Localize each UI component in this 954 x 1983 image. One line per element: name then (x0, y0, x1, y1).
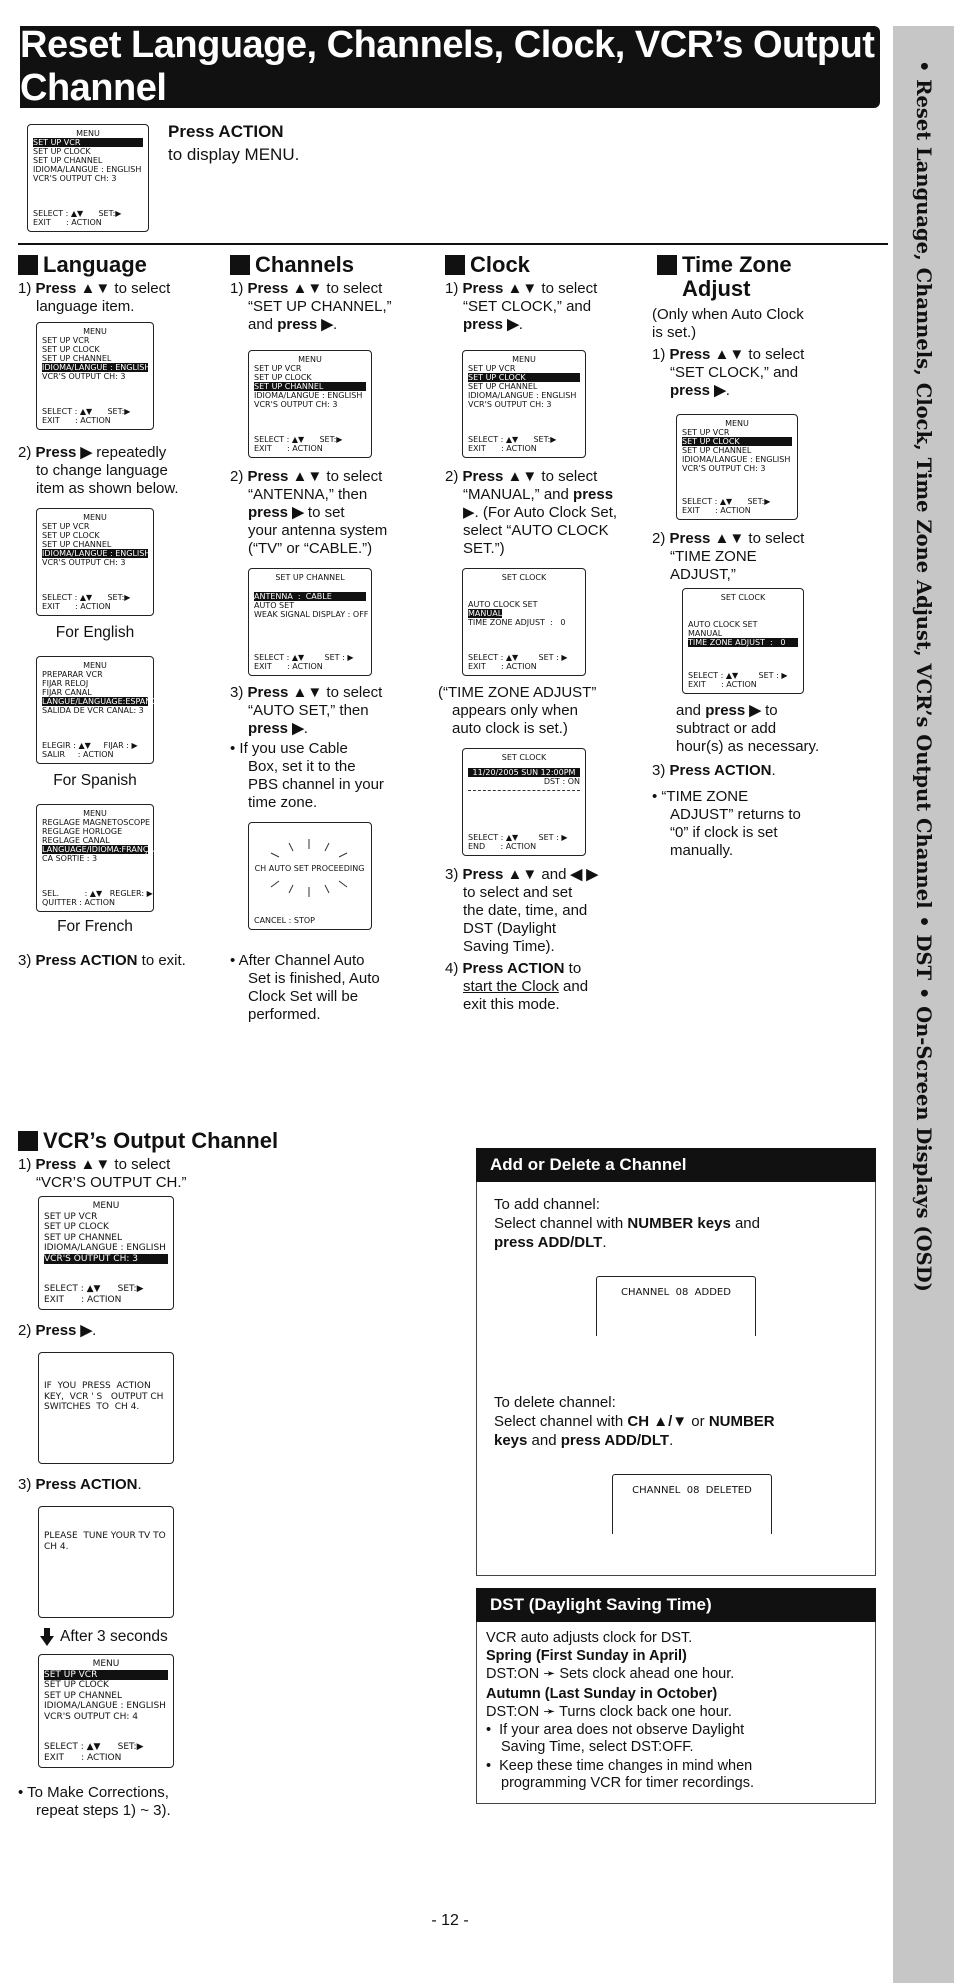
vcr-output-tune-osd: PLEASE TUNE YOUR TV TO CH 4. (38, 1506, 174, 1618)
channels-menu-osd: MENU SET UP VCR SET UP CLOCK SET UP CHANNEL IDIOMA/LANGUE : ENGLISH VCR'S OUTPUT CH: 3 SELECT : ▲▼ SET:▶ EXIT : ACTION (248, 350, 372, 458)
dst-line-3: DST:ON ➛ Sets clock ahead one hour. (486, 1666, 735, 1682)
language-menu-osd-spanish: MENU PREPARAR VCR FIJAR RELOJ FIJAR CANAL LANGUE/LANGUAGE:ESPAÑOL SALIDA DE VCR CANAL: 3 ELEGIR : ▲▼ FIJAR : ▶ SALIR : ACTION (36, 656, 154, 764)
language-menu-osd-1: MENU SET UP VCR SET UP CLOCK SET UP CHANNEL IDIOMA/LANGUE : ENGLISH VCR'S OUTPUT CH: 3 SELECT : ▲▼ SET:▶ EXIT : ACTION (36, 322, 154, 430)
tz-menu-osd: MENU SET UP VCR SET UP CLOCK SET UP CHANNEL IDIOMA/LANGUE : ENGLISH VCR'S OUTPUT CH: 3 SELECT : ▲▼ SET:▶ EXIT : ACTION (676, 414, 798, 520)
clock-step4: 4) Press ACTION to start the Clock and exit this mode. (445, 960, 589, 1013)
add-label: To add channel: (494, 1196, 600, 1213)
tz-step3: 3) Press ACTION. (652, 762, 776, 779)
osd-line: IDIOMA/LANGUE : ENGLISH (33, 165, 142, 174)
osd-line: SET UP VCR (33, 138, 143, 147)
channels-bullet-cable: • If you use Cable Box, set it to the PBS channel in your time zone. (230, 740, 384, 811)
vcr-output-switch-osd: IF YOU PRESS ACTION KEY, VCR ' S OUTPUT CH SWITCHES TO CH 4. (38, 1352, 174, 1464)
clock-note: (“TIME ZONE ADJUST” appears only when auto clock is set.) (438, 684, 597, 737)
dst-line-autumn: Autumn (Last Sunday in October) (486, 1686, 718, 1702)
tz-heading: Time Zone (657, 252, 792, 278)
dst-line-5: DST:ON ➛ Turns clock back one hour. (486, 1704, 732, 1720)
add-instruction: Select channel with NUMBER keys and (494, 1215, 760, 1232)
intro-press: Press ACTION (168, 122, 284, 141)
language-step3: 3) Press ACTION to exit. (18, 952, 186, 969)
channels-bullet-after: • After Channel Auto Set is finished, Auto Clock Set will be performed. (230, 952, 380, 1023)
osd-line: SELECT : ▲▼ SET:▶ (33, 209, 122, 218)
channel-deleted-osd: CHANNEL 08 DELETED (612, 1474, 772, 1534)
vcr-output-bullet: • To Make Corrections, repeat steps 1) ~ 3). (18, 1784, 171, 1819)
caption-spanish: For Spanish (53, 772, 137, 789)
osd-line: SET UP CHANNEL (33, 156, 103, 165)
tz-step2: 2) Press ▲▼ to select “TIME ZONE ADJUST,” (652, 530, 805, 583)
language-menu-osd-english: MENU SET UP VCR SET UP CLOCK SET UP CHANNEL IDIOMA/LANGUE : ENGLISH VCR'S OUTPUT CH: 3 SELECT : ▲▼ SET:▶ EXIT : ACTION (36, 508, 154, 616)
delete-instruction-2: keys and press ADD/DLT. (494, 1432, 674, 1449)
clock-step1: 1) Press ▲▼ to select “SET CLOCK,” and press ▶. (445, 280, 598, 333)
language-heading-text: Language (43, 252, 147, 277)
tz-step1: 1) Press ▲▼ to select “SET CLOCK,” and press ▶. (652, 346, 805, 399)
intro-menu-osd (27, 124, 149, 232)
dst-bullet-1: • If your area does not observe Daylight Saving Time, select DST:OFF. (486, 1722, 745, 1755)
clock-step3: 3) Press ▲▼ and ◀ ▶ to select and set the date, time, and DST (Daylight Saving Time). (445, 866, 598, 955)
dst-line-1: VCR auto adjusts clock for DST. (486, 1630, 693, 1646)
vcr-output-menu-osd: MENU SET UP VCR SET UP CLOCK SET UP CHANNEL IDIOMA/LANGUE : ENGLISH VCR'S OUTPUT CH: 3 SELECT : ▲▼ SET:▶ EXIT : ACTION (38, 1196, 174, 1310)
clock-set-osd: SET CLOCK AUTO CLOCK SET MANUAL TIME ZONE ADJUST : 0 SELECT : ▲▼ SET : ▶ EXIT : ACTION (462, 568, 586, 676)
proceeding-sparkle-icon (249, 823, 370, 928)
language-step2: 2) Press ▶ repeatedly to change language item as shown below. (18, 444, 179, 497)
delete-label: To delete channel: (494, 1394, 616, 1411)
channels-setup-osd: SET UP CHANNEL ANTENNA : CABLE AUTO SET WEAK SIGNAL DISPLAY : OFF SELECT : ▲▼ SET : ▶ EXIT : ACTION (248, 568, 372, 676)
tz-note: (Only when Auto Clock is set.) (652, 306, 804, 341)
page-number: - 12 - (431, 1912, 469, 1929)
clock-menu-osd: MENU SET UP VCR SET UP CLOCK SET UP CHANNEL IDIOMA/LANGUE : ENGLISH VCR'S OUTPUT CH: 3 SELECT : ▲▼ SET:▶ EXIT : ACTION (462, 350, 586, 458)
channels-auto-set-osd: CH AUTO SET PROCEEDING CANCEL : STOP (248, 822, 372, 930)
caption-french: For French (57, 918, 133, 935)
delete-instruction: Select channel with CH ▲/▼ or NUMBER (494, 1413, 775, 1430)
dst-header: DST (Daylight Saving Time) (476, 1588, 876, 1622)
divider (18, 243, 888, 245)
add-instruction-2: press ADD/DLT. (494, 1234, 607, 1251)
add-delete-header: Add or Delete a Channel (476, 1148, 876, 1182)
channels-step1: 1) Press ▲▼ to select “SET UP CHANNEL,” and press ▶. (230, 280, 392, 333)
vcr-output-result-osd: MENU SET UP VCR SET UP CLOCK SET UP CHANNEL IDIOMA/LANGUE : ENGLISH VCR'S OUTPUT CH: 4 SELECT : ▲▼ SET:▶ EXIT : ACTION (38, 1654, 174, 1768)
channel-added-osd: CHANNEL 08 ADDED (596, 1276, 756, 1336)
caption-english: For English (55, 624, 135, 641)
osd-line: SET UP CLOCK (33, 147, 91, 156)
vcr-output-step3: 3) Press ACTION. (18, 1476, 142, 1493)
osd-line: VCR'S OUTPUT CH: 3 (33, 174, 117, 183)
language-menu-osd-french: MENU REGLAGE MAGNETOSCOPE REGLAGE HORLOGE REGLAGE CANAL LANGUAGE/IDIOMA:FRANÇAIS CA SORTIE : 3 SEL. : ▲▼ REGLER: ▶ QUITTER : ACTION (36, 804, 154, 912)
channels-heading: Channels (230, 252, 354, 278)
language-step1: 1) Press ▲▼ to select language item. (18, 280, 171, 315)
osd-line: MENU (76, 129, 100, 138)
tz-set-osd: SET CLOCK AUTO CLOCK SET MANUAL TIME ZONE ADJUST : 0 SELECT : ▲▼ SET : ▶ EXIT : ACTION (682, 588, 804, 694)
after-seconds-label: After 3 seconds (60, 1628, 168, 1645)
clock-datetime-osd: SET CLOCK 11/20/2005 SUN 12:00PM DST : ON SELECT : ▲▼ SET : ▶ END : ACTION (462, 748, 586, 856)
side-title: • Reset Language, Channels, Clock, Time Zone Adjust, VCR’s Output Channel • DST • On-Screen Displays (OSD) (912, 60, 935, 1292)
tz-bullet: • “TIME ZONE ADJUST” returns to “0” if clock is set manually. (652, 788, 801, 859)
language-heading (18, 252, 147, 278)
page-title: Reset Language, Channels, Clock, VCR’s Output Channel (20, 24, 875, 109)
dst-bullet-2: • Keep these time changes in mind when programming VCR for timer recordings. (486, 1758, 755, 1791)
clock-step2: 2) Press ▲▼ to select “MANUAL,” and press ▶. (For Auto Clock Set, select “AUTO CLOCK SET.”) (445, 468, 618, 557)
vcr-output-step1: 1) Press ▲▼ to select “VCR’S OUTPUT CH.” (18, 1156, 187, 1191)
clock-heading: Clock (445, 252, 530, 278)
vcr-output-heading: VCR’s Output Channel (18, 1128, 278, 1154)
dst-line-spring: Spring (First Sunday in April) (486, 1648, 687, 1664)
channels-step3: 3) Press ▲▼ to select “AUTO SET,” then press ▶. (230, 684, 383, 737)
intro-desc: to display MENU. (168, 145, 300, 164)
side-title-container (893, 60, 954, 1720)
tz-heading-2: Adjust (682, 276, 751, 301)
vcr-output-step2: 2) Press ▶. (18, 1322, 97, 1339)
tz-step2-cont: and press ▶ to subtract or add hour(s) as necessary. (676, 702, 820, 755)
osd-line: EXIT : ACTION (33, 218, 102, 227)
down-arrow-icon (40, 1628, 54, 1646)
channels-step2: 2) Press ▲▼ to select “ANTENNA,” then press ▶ to set your antenna system (“TV” or “CABLE.”) (230, 468, 388, 557)
